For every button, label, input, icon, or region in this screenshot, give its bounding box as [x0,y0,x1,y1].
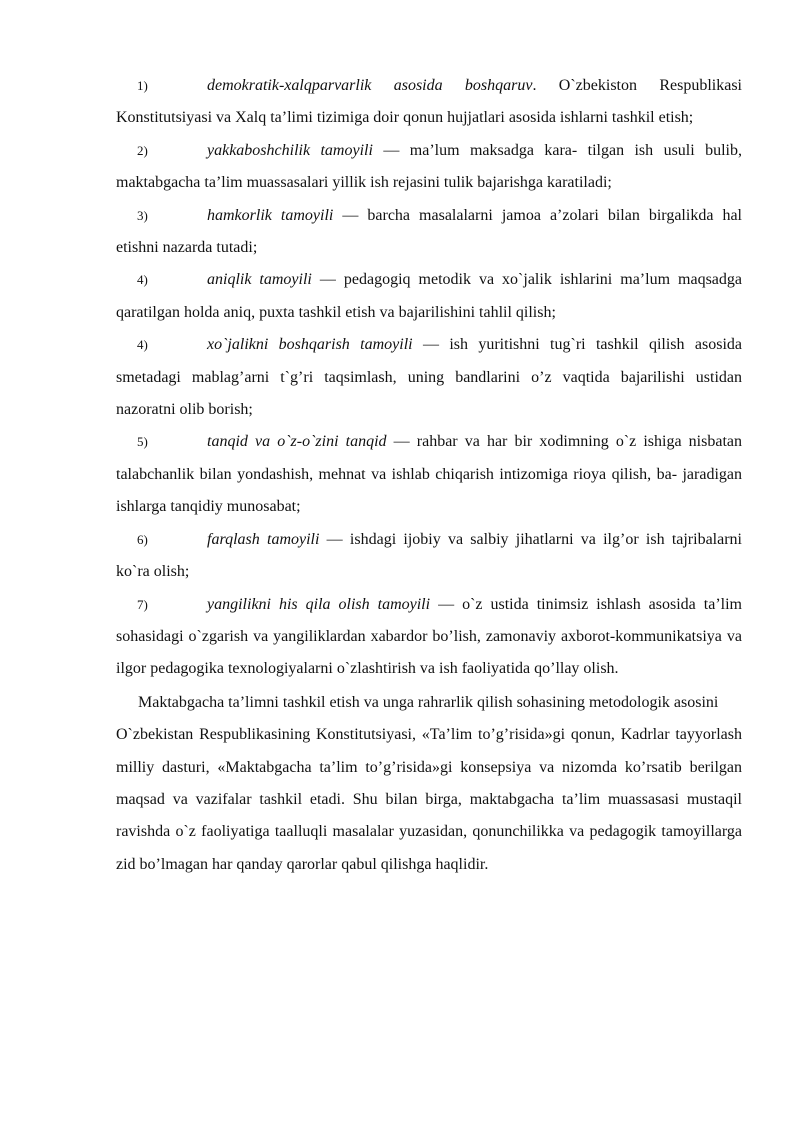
item-text: — rahbar va har bir xodimning o`z ishiga nisbatan talabchanlik bilan yondashish, mehnat va ishlab chiqarish intizomiga rioya qilish, ba- jaradigan ishlarga tanqidiy munosabat; [116,433,742,516]
list-item [116,329,742,426]
list-item [116,70,742,135]
item-term: aniqlik tamoyili [207,271,312,289]
item-text: . O`zbekiston Respublikasi Konstitutsiyasi va Xalq ta’limi tizimiga doir qonun hujjatlari asosida ishlarni tashkil etish; [116,77,742,127]
item-text: — barcha masalalarni jamoa a’zolari bilan birgalikda hal etishni nazarda tutadi; [116,206,743,257]
list-item [116,426,742,523]
item-term: hamkorlik tamoyili [207,206,334,224]
item-number: 4) [137,272,148,288]
item-number: 5) [137,434,148,450]
item-term: xo`jalikni boshqarish tamoyili [207,336,413,354]
list-item [116,589,742,686]
item-term: tanqid va o`z-o`zini tanqid [207,433,387,451]
item-number: 3) [137,207,148,223]
item-text: — ma’lum maksadga kara- tilgan ish usuli bulib, maktabgacha ta’lim muassasalari yillik ish rejasini tulik bajarishga karatiladi; [116,141,743,192]
item-text: — o`z ustida tinimsiz ishlash asosida ta’lim sohasidagi o`zgarish va yangiliklardan xabardor bo’lish, zamonaviy axborot-kommunikatsiya va ilgor pedagogika texnologiyalarni o`zlashtirish va ish faoliyatida qo’llay olish. [116,595,742,678]
body-paragraph: O`zbekistan Respublikasining Konstitutsiyasi, «Ta’lim to’g’risida»gi qonun, Kadrlar tayyorlash milliy dasturi, «Maktabgacha ta’lim to’g’risida»gi konsepsiya va nizomda ko’rsatib berilgan maqsad va vazifalar tashkil etadi. Shu bilan birga, maktabgacha ta’lim muassasasi mustaqil ravishda o`z faoliyatiga taalluqli masalalar yuzasidan, qonunchilikka va pedagogik tamoyillarga zid bo’lmagan har qanday qarorlar qabul qilishga haqlidir. [116,726,742,873]
item-term: farqlash tamoyili [207,530,320,548]
item-text: — pedagogiq metodik va xo`jalik ishlarini ma’lum maqsadga qaratilgan holda aniq, puxta tashkil etish va bajarilishini tahlil qilish; [116,271,742,321]
section-heading: Maktabgacha ta’limni tashkil etish va unga rahrarlik qilish sohasining metodologik asosini [138,693,719,711]
item-term: yangilikni his qila olish tamoyili [207,595,431,613]
list-item [116,135,742,200]
item-term: yakkaboshchilik tamoyili [207,141,373,159]
list-item [116,264,742,329]
item-number: 7) [137,596,148,612]
item-number: 6) [137,531,148,547]
item-text: — ishdagi ijobiy va salbiy jihatlarni va ilg’or ish tajribalarni ko`ra olish; [116,530,743,581]
document-page [116,70,742,881]
item-number: 2) [137,142,148,158]
list-item [116,200,742,265]
item-number: 1) [137,78,148,93]
item-number: 4) [137,337,148,353]
list-item [116,524,742,589]
item-text: — ish yuritishni tug`ri tashkil qilish asosida smetadagi mablag’arni t`g’ri taqsimlash, uning bandlarini o’z vaqtida bajarilishi ustidan nazoratni olib borish; [116,336,742,419]
item-term: demokratik-xalqparvarlik asosida boshqaruv [207,77,533,94]
